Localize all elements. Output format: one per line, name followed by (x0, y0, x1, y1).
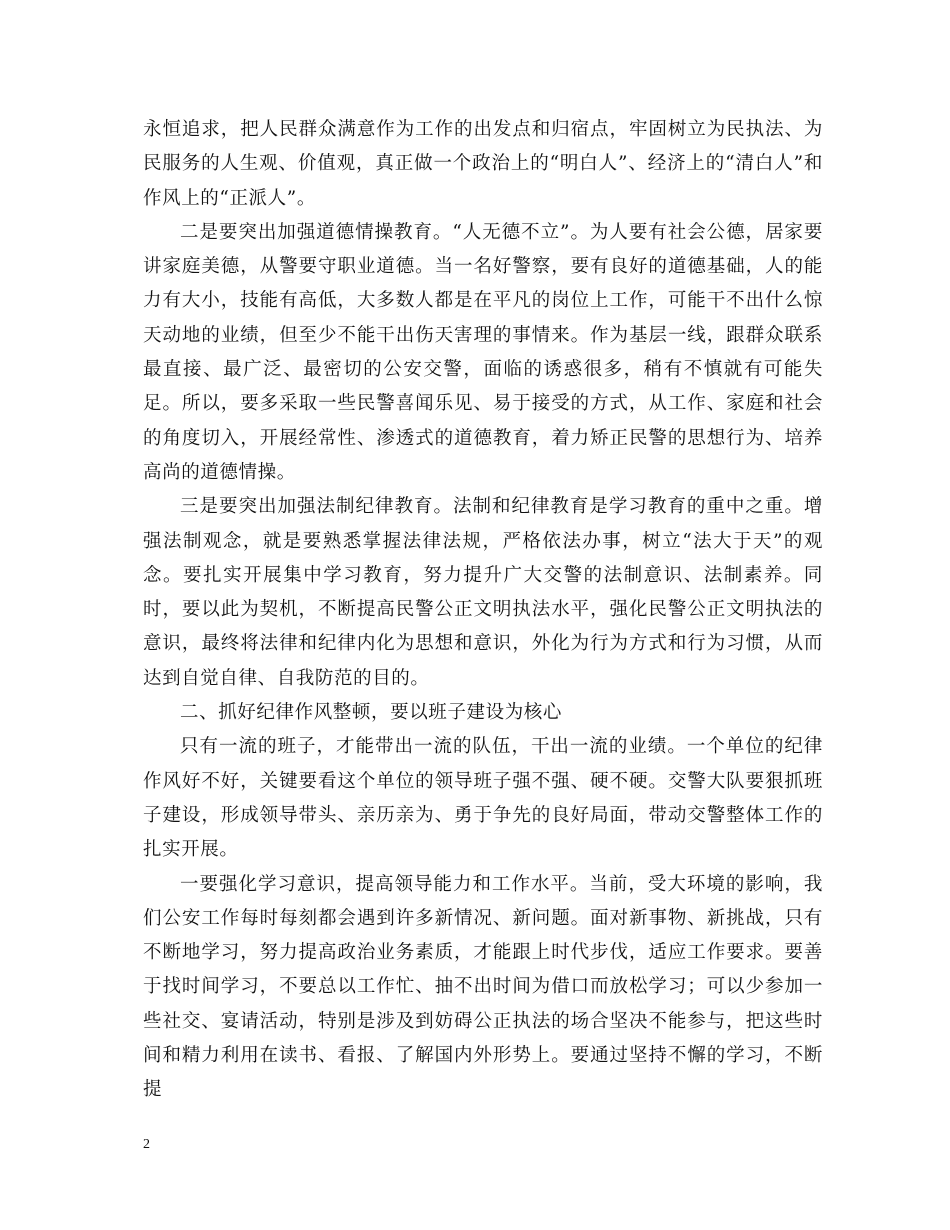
page-number: 2 (143, 1137, 150, 1152)
paragraph-1: 永恒追求，把人民群众满意作为工作的出发点和归宿点，牢固树立为民执法、为民服务的人生观、价值观，真正做一个政治上的“明白人”、经济上的“清白人”和作风上的“正派人”。 (143, 119, 823, 209)
paragraph-3: 三是要突出加强法制纪律教育。法制和纪律教育是学习教育的重中之重。增强法制观念，就是要熟悉掌握法律法规，严格依法办事，树立“法大于天”的观念。要扎实开展集中学习教育，努力提升广大交警的法制意识、法制素养。同时，要以此为契机，不断提高民警公正文明执法水平，强化民警公正文明执法的意识，最终将法律和纪律内化为思想和意识，外化为行为方式和行为习惯，从而达到自觉自律、自我防范的目的。 (143, 496, 823, 689)
paragraph-2: 二是要突出加强道德情操教育。“人无德不立”。为人要有社会公德，居家要讲家庭美德，从警要守职业道德。当一名好警察，要有良好的道德基础，人的能力有大小，技能有高低，大多数人都是在平凡的岗位上工作，可能干不出什么惊天动地的业绩，但至少不能干出伤天害理的事情来。作为基层一线，跟群众联系最直接、最广泛、最密切的公安交警，面临的诱惑很多，稍有不慎就有可能失足。所以，要多采取一些民警喜闻乐见、易于接受的方式，从工作、家庭和社会的角度切入，开展经常性、渗透式的道德教育，着力矫正民警的思想行为、培养高尚的道德情操。 (143, 221, 823, 483)
paragraph-5: 只有一流的班子，才能带出一流的队伍，干出一流的业绩。一个单位的纪律作风好不好，关键要看这个单位的领导班子强不强、硬不硬。交警大队要狠抓班子建设，形成领导带头、亲历亲为、勇于争先的良好局面，带动交警整体工作的扎实开展。 (143, 736, 823, 861)
section-heading: 二、抓好纪律作风整顿，要以班子建设为核心 (180, 702, 563, 724)
paragraph-6: 一要强化学习意识，提高领导能力和工作水平。当前，受大环境的影响，我们公安工作每时每刻都会遇到许多新情况、新问题。面对新事物、新挑战，只有不断地学习，努力提高政治业务素质，才能跟上时代步伐，适应工作要求。要善于找时间学习，不要总以工作忙、抽不出时间为借口而放松学习；可以少参加一些社交、宴请活动，特别是涉及到妨碍公正执法的场合坚决不能参与，把这些时间和精力利用在读书、看报、了解国内外形势上。要通过坚持不懈的学习，不断提 (143, 873, 823, 1101)
document-body (143, 113, 823, 1108)
